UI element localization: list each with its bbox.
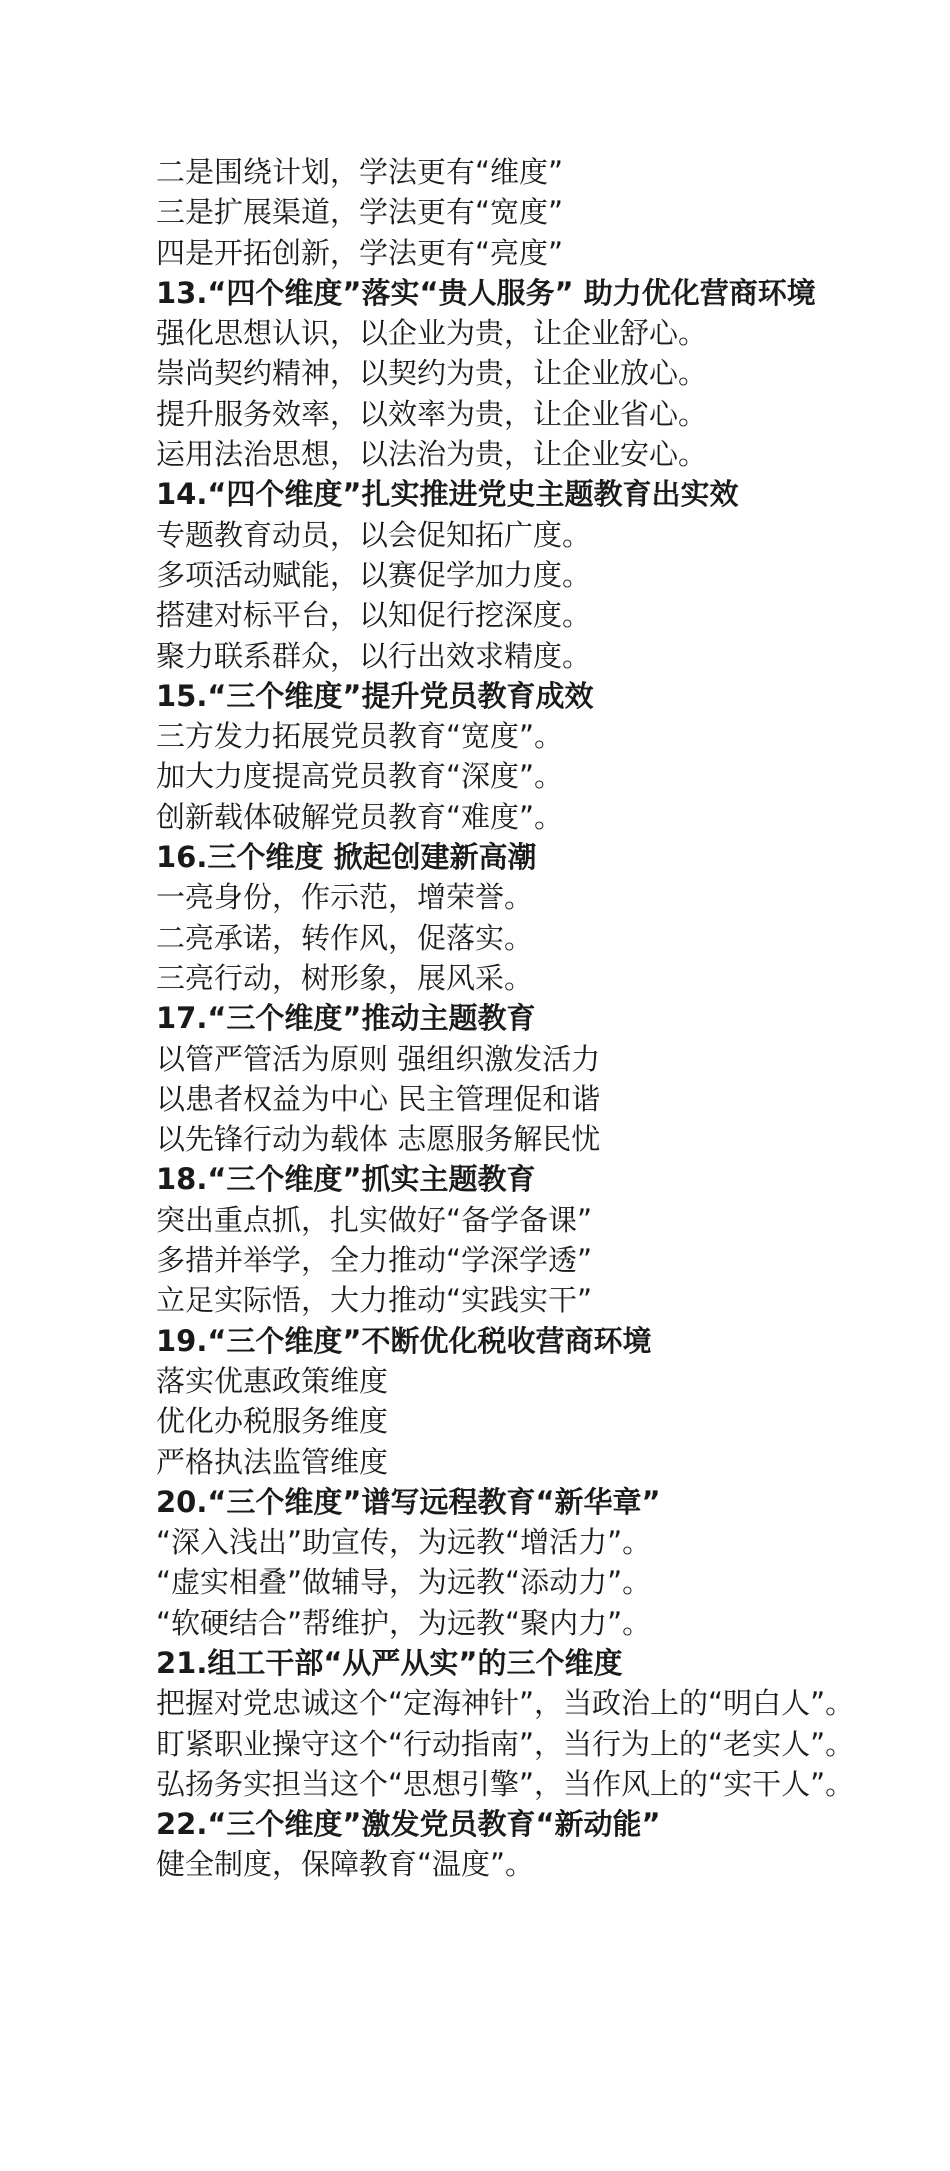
body-line: 落实优惠政策维度 <box>156 1363 389 1398</box>
body-line: “深入浅出”助宣传，为远教“增活力”。 <box>156 1525 652 1560</box>
body-line: 以患者权益为中心 民主管理促和谐 <box>156 1081 601 1116</box>
body-line: 严格执法监管维度 <box>156 1444 389 1479</box>
body-line: 立足实际悟，大力推动“实践实干” <box>156 1283 593 1318</box>
body-line: 健全制度，保障教育“温度”。 <box>156 1847 535 1882</box>
body-line: 四是开拓创新，学法更有“亮度” <box>156 235 564 270</box>
body-line: 三是扩展渠道，学法更有“宽度” <box>156 195 564 230</box>
body-paragraph: 弘扬务实担当这个“思想引擎”，当作风上的“实干人”。 <box>156 1766 855 1801</box>
section-heading: 22.“三个维度”激发党员教育“新动能” <box>156 1807 661 1842</box>
body-line: 一亮身份，作示范，增荣誉。 <box>156 880 534 915</box>
section-heading: 16.三个维度 掀起创建新高潮 <box>156 840 537 875</box>
body-line: 运用法治思想，以法治为贵，让企业安心。 <box>156 437 708 472</box>
body-line: 搭建对标平台，以知促行挖深度。 <box>156 598 592 633</box>
body-line: 强化思想认识，以企业为贵，让企业舒心。 <box>156 316 708 351</box>
section-heading: 18.“三个维度”抓实主题教育 <box>156 1162 536 1197</box>
body-line: 三方发力拓展党员教育“宽度”。 <box>156 719 564 754</box>
section-heading: 17.“三个维度”推动主题教育 <box>156 1001 536 1036</box>
body-line: 优化办税服务维度 <box>156 1404 389 1439</box>
body-line: 突出重点抓，扎实做好“备学备课” <box>156 1202 593 1237</box>
body-line: “软硬结合”帮维护，为远教“聚内力”。 <box>156 1605 652 1640</box>
section-heading: 21.组工干部“从严从实”的三个维度 <box>156 1645 623 1680</box>
section-heading: 14.“四个维度”扎实推进党史主题教育出实效 <box>156 477 739 512</box>
body-line: “虚实相叠”做辅导，为远教“添动力”。 <box>156 1565 652 1600</box>
body-line: 专题教育动员，以会促知拓广度。 <box>156 517 592 552</box>
body-line: 二是围绕计划，学法更有“维度” <box>156 155 564 189</box>
body-paragraph: 盯紧职业操守这个“行动指南”，当行为上的“老实人”。 <box>156 1726 855 1761</box>
body-line: 以先锋行动为载体 志愿服务解民忧 <box>156 1122 601 1157</box>
body-paragraph: 把握对党忠诚这个“定海神针”，当政治上的“明白人”。 <box>156 1686 855 1721</box>
section-heading: 20.“三个维度”谱写远程教育“新华章” <box>156 1484 661 1519</box>
body-line: 创新载体破解党员教育“难度”。 <box>156 799 564 834</box>
document-body <box>94 152 874 1885</box>
body-line: 加大力度提高党员教育“深度”。 <box>156 759 564 794</box>
body-line: 三亮行动，树形象，展风采。 <box>156 960 534 995</box>
section-heading: 19.“三个维度”不断优化税收营商环境 <box>156 1323 652 1358</box>
section-heading: 15.“三个维度”提升党员教育成效 <box>156 678 594 713</box>
body-line: 多项活动赋能，以赛促学加力度。 <box>156 557 592 592</box>
body-line: 以管严管活为原则 强组织激发活力 <box>156 1041 601 1076</box>
body-line: 提升服务效率，以效率为贵，让企业省心。 <box>156 396 708 431</box>
body-line: 崇尚契约精神，以契约为贵，让企业放心。 <box>156 356 708 391</box>
body-line: 多措并举学，全力推动“学深学透” <box>156 1243 593 1278</box>
section-heading: 13.“四个维度”落实“贵人服务” 助力优化营商环境 <box>156 275 816 310</box>
body-line: 二亮承诺，转作风，促落实。 <box>156 920 534 955</box>
body-line: 聚力联系群众，以行出效求精度。 <box>156 638 592 673</box>
